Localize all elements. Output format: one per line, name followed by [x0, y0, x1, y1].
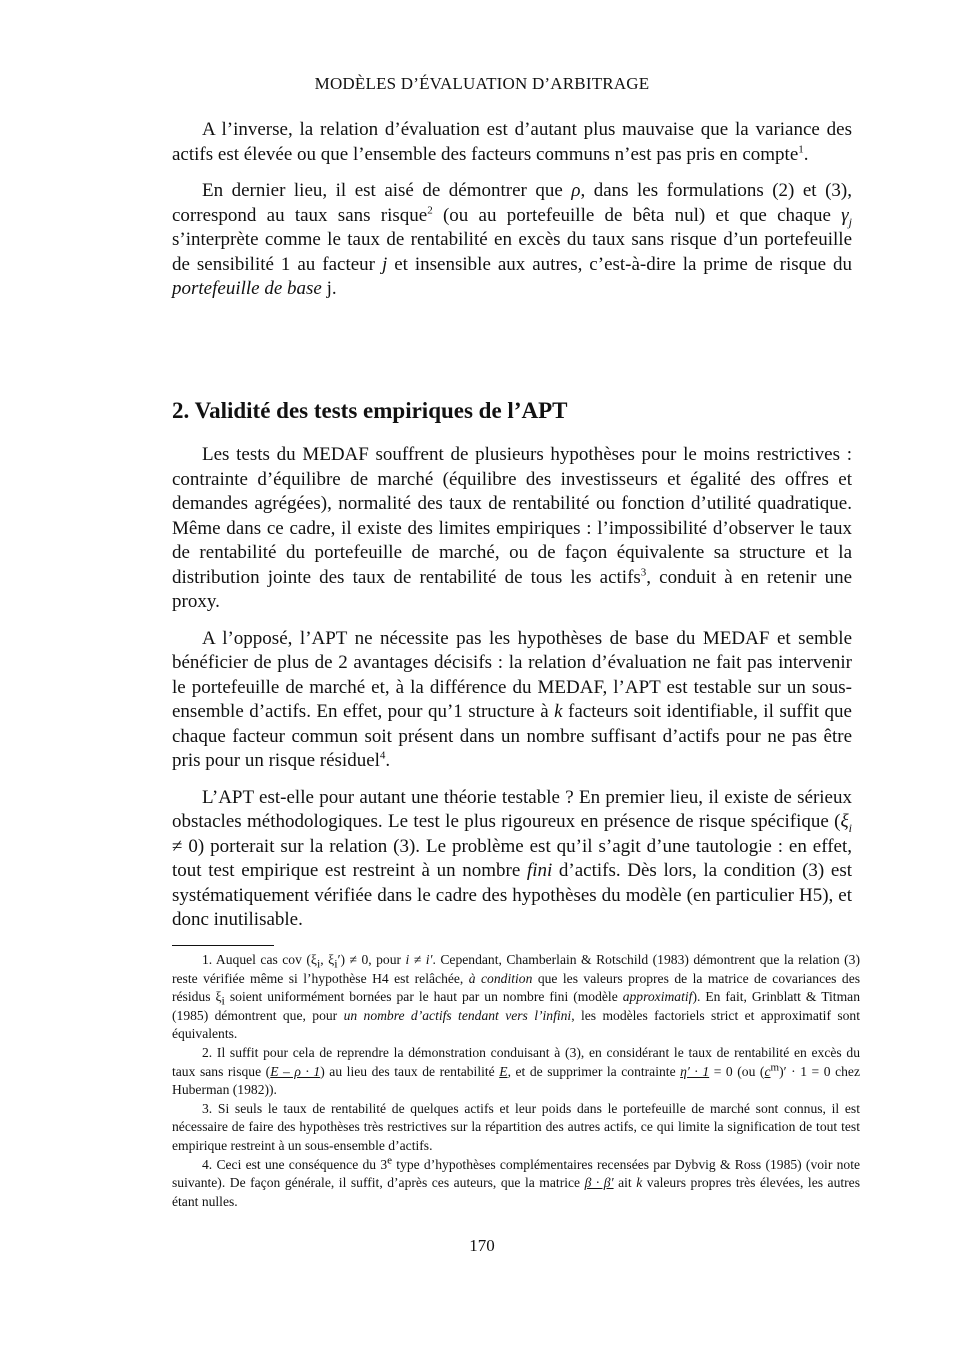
footnote-separator — [172, 945, 274, 946]
paragraph-testable: L’APT est-elle pour autant une théorie testable ? En premier lieu, il existe de sérieux obstacles méthodologiques. Le test le plus rigoureux en présence de risque spécifique $(\xi_i \ne 0)$ porterait sur la relation (3). Le problème est qu’il s’agit d’une tautologie : en effet, tout test empirique est restreint à un nombre fini d’actifs. Dès lors, la condition (3) est systématiquement vérifiée dans le cadre des hypothèses du modèle (en particulier H5), et donc inutilisable. — [172, 786, 852, 930]
paragraph-oppose: A l’opposé, l’APT ne nécessite pas les hypothèses de base du MEDAF et semble bénéficier de plus de 2 avantages décisifs : la relation d’évaluation ne fait pas intervenir le portefeuille de marché et, à la différence du MEDAF, l’APT est testable sur un sous-ensemble d’actifs. En effet, pour qu’1 structure à k facteurs soit identifiable, il suffit que chaque facteur commun soit présent dans un nombre suffisant d’actifs pour ne pas être pris pour un risque résiduel$^4$. — [172, 627, 852, 771]
footnote-ref-1[interactable]: 1 — [798, 143, 804, 156]
footnote-ref-3[interactable]: 3 — [640, 566, 647, 579]
footnote-1: 1. Auquel cas cov ($\xi_i$, $\xi_i') \ne 0$, pour i ≠ i′. Cependant, Chamberlain & Rotschild (1983) démontrent que la relation (3) reste vérifiée même si l’hypothèse H4 est relâchée, à condition que les valeurs propres de la matrice de covariances des résidus $\xi_i$ soient uniformément bornées par le haut par un nombre fini (modèle approximatif). En fait, Grinblatt & Titman (1985) démontrent que, pour un nombre d’actifs tendant vers l’infini, les modèles factoriels strict et approximatif sont équivalents. — [172, 952, 861, 1042]
running-head: MODÈLES D’ÉVALUATION D’ARBITRAGE — [314, 74, 650, 93]
paragraph-dernier-lieu: En dernier lieu, il est aisé de démontrer que ρ, dans les formulations (2) et (3), correspond au taux sans risque$^2$ (ou au portefeuille de bêta nul) et que chaque $\gamma_j$ s’interprète comme le taux de rentabilité en excès du taux sans risque d’un portefeuille de sensibilité 1 au facteur j et insensible aux autres, c’est-à-dire la prime de risque du portefeuille de base j. — [172, 180, 853, 299]
text-block-section2 — [172, 443, 852, 945]
text-block-intro — [172, 118, 852, 314]
footnote-4: 4. Ceci est une conséquence du 3e type d’hypothèses complémentaires recensées par Dybvig & Ross (1985) (voir note suivante). De façon générale, il suffit, d’après ces auteurs, que la matrice β · β′ ait k valeurs propres très élevées, les autres étant nulles. — [172, 1154, 861, 1209]
paragraph-inverse: A l’inverse, la relation d’évaluation est d’autant plus mauvaise que la variance des actifs est élevée ou que l’ensemble des facteurs communs n’est pas pris en compte$^1$. — [172, 119, 852, 165]
footnote-ref-4[interactable]: 4 — [379, 749, 386, 762]
footnote-2: 2. Il suffit pour cela de reprendre la démonstration conduisant à (3), en considérant le taux de rentabilité en excès du taux sans risque (E – ρ · 1) au lieu des taux de rentabilité E, et de supprimer la contrainte η′ · 1 = 0 (ou $(c^m)' \cdot 1 = 0$ chez Huberman (1982)). — [172, 1044, 860, 1098]
page-number: 170 — [469, 1236, 495, 1255]
footnote-ref-2[interactable]: 2 — [427, 204, 433, 217]
section-heading: 2. Validité des tests empiriques de l’APT — [172, 398, 568, 423]
footnotes — [172, 951, 860, 1211]
paragraph-medaf: Les tests du MEDAF souffrent de plusieurs hypothèses pour le moins restrictives : contrainte d’équilibre de marché (équilibre des investisseurs et égalité des offres et demandes agrégées), normalité des taux de rentabilité ou fonction d’utilité quadratique. Même dans ce cadre, il existe des limites empiriques : l’impossibilité d’observer le taux de rentabilité du portefeuille de marché, ou de façon équivalente sa structure et la distribution jointe des taux de rentabilité de tous les actifs$^3$, conduit à en retenir une proxy. — [172, 444, 853, 612]
footnote-3: 3. Si seuls le taux de rentabilité de quelques actifs et leur poids dans le portefeuille de marché sont connus, il est nécessaire de faire des hypothèses très restrictives sur la répartition des autres actifs, ce qui limite la signification de tout test empirique restreint à un sous-ensemble d’actifs. — [172, 1100, 860, 1153]
